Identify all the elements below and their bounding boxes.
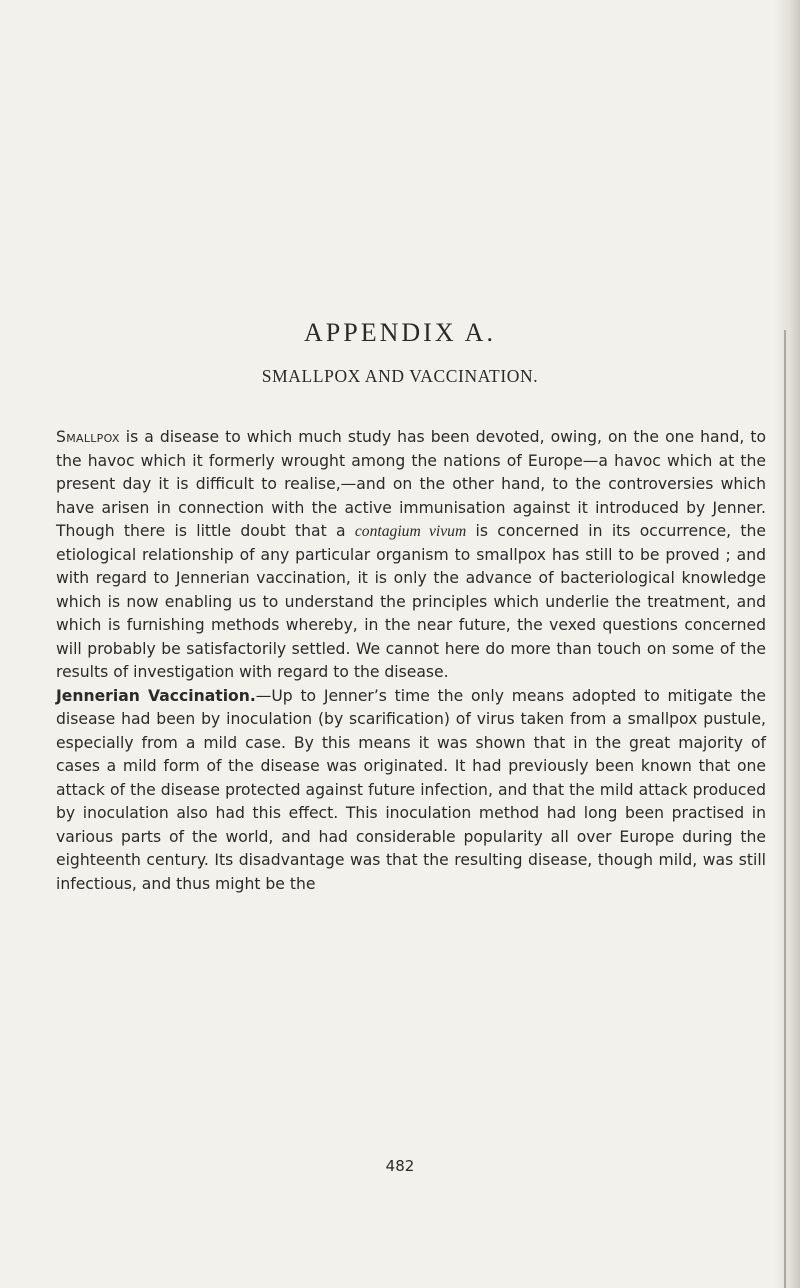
section-title: SMALLPOX AND VACCINATION. bbox=[261, 366, 539, 386]
paragraph-1-part-1: is a disease to which much study has been devoted, owing, on the one hand, to the havoc which it formerly wrought among the nations of Europe—a havoc which at the present day it is difficult to realise,—and on the other hand, to the controversies which have arisen in connection with the active immunisation against it introduced by Jenner. Though there is little doubt that a bbox=[56, 428, 766, 540]
run-in-heading: Jennerian Vaccination. bbox=[56, 686, 256, 705]
appendix-title: APPENDIX A. bbox=[304, 318, 496, 347]
paragraph-1-part-2: is concerned in its occurrence, the etiological relationship of any particular organism to smallpox has still to be proved ; and with regard to Jennerian vaccination, it is only the advance of bacteriological knowledge which is now enabling us to understand the principles which underlie the treatment, and which is furnishing methods whereby, in the near future, the vexed questions concerned will probably be satisfactorily settled. We cannot here do more than touch on some of the results of investigation with regard to the disease. bbox=[56, 522, 766, 681]
binding-shadow bbox=[774, 0, 800, 1288]
opening-word: Smallpox bbox=[56, 428, 120, 446]
page-edge-line bbox=[784, 330, 786, 1288]
paragraph-jennerian-vaccination bbox=[56, 685, 766, 897]
body-text bbox=[56, 426, 766, 896]
paragraph-2-text: —Up to Jenner’s time the only means adopted to mitigate the disease had been by inoculation (by scarification) of virus taken from a smallpox pustule, especially from a mild case. By this means it was shown that in the great majority of cases a mild form of the disease was originated. It had previously been known that one attack of the disease protected against future infection, and that the mild attack produced by inoculation also had this effect. This inoculation method had long been practised in various parts of the world, and had considerable popularity all over Europe during the eighteenth century. Its disadvantage was that the resulting disease, though mild, was still infectious, and thus might be the bbox=[56, 686, 766, 893]
paragraph-smallpox-intro bbox=[56, 426, 766, 685]
latin-term: contagium vivum bbox=[354, 523, 467, 540]
page-number: 482 bbox=[385, 1157, 415, 1175]
